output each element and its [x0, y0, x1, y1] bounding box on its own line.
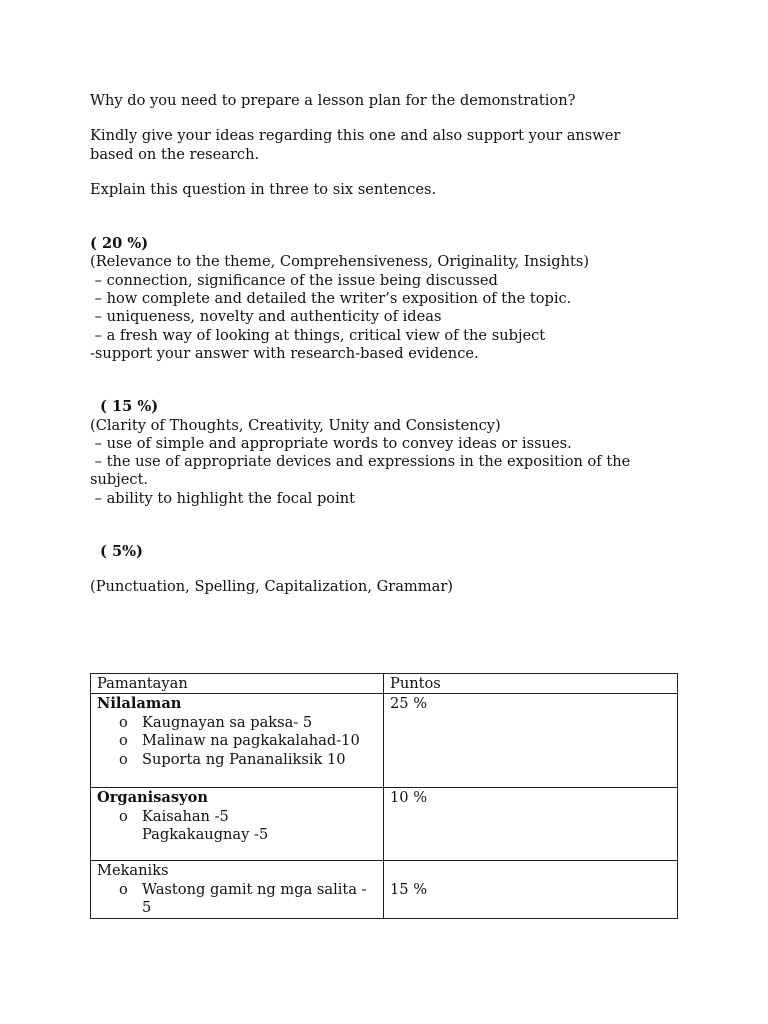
criterion-1-weight: ( 20 %): [90, 235, 149, 253]
list-item-text: Malinaw na pagkakalahad-10: [142, 732, 360, 750]
bullet-marker: o: [119, 807, 128, 825]
criterion-3-line: (Punctuation, Spelling, Capitalization, Grammar): [90, 578, 453, 596]
criterion-1-line: – connection, significance of the issue being discussed: [90, 271, 498, 289]
row-title: Organisasyon: [97, 789, 208, 807]
criterion-2-line: subject.: [90, 471, 149, 489]
criterion-2-line: – use of simple and appropriate words to convey ideas or issues.: [90, 434, 572, 452]
question-text: Why do you need to prepare a lesson plan for the demonstration?: [90, 92, 576, 109]
bullet-marker: o: [119, 713, 128, 731]
criterion-2-line: – the use of appropriate devices and expressions in the exposition of the: [90, 453, 631, 471]
document-body: [90, 92, 690, 597]
explain-instruction: Explain this question in three to six sentences.: [90, 180, 437, 198]
list-item-text: Suporta ng Pananaliksik 10: [142, 750, 346, 768]
bullet-marker: o: [119, 750, 128, 768]
table-row: [91, 694, 678, 788]
table-cell-criteria: [91, 788, 384, 861]
list-item-text: 5: [142, 899, 152, 917]
table-header-cell: Puntos: [384, 674, 678, 694]
list-item: [97, 899, 377, 917]
list-item-text: Pagkakaugnay -5: [142, 826, 269, 844]
list-item-text: Wastong gamit ng mga salita -: [142, 880, 367, 898]
list-item: [97, 808, 377, 826]
list-item: [97, 826, 377, 844]
list-item-text: Kaisahan -5: [142, 807, 229, 825]
list-item: [97, 751, 377, 769]
points-value: 15 %: [390, 880, 428, 898]
row-title: Nilalaman: [97, 695, 182, 713]
table-header-row: [91, 674, 678, 694]
criterion-2-weight: ( 15 %): [100, 398, 159, 416]
criterion-1-line: (Relevance to the theme, Comprehensiveness, Originality, Insights): [90, 253, 590, 271]
table-cell-points: [384, 861, 678, 918]
criterion-1-line: – how complete and detailed the writer’s exposition of the topic.: [90, 290, 572, 308]
row-title: Mekaniks: [97, 862, 169, 880]
table-cell-criteria: [91, 861, 384, 918]
table-row: [91, 861, 678, 918]
criterion-2-line: (Clarity of Thoughts, Creativity, Unity and Consistency): [90, 416, 501, 434]
list-item: [97, 881, 377, 899]
list-item: [97, 714, 377, 732]
table-row: [91, 788, 678, 861]
table-cell-points: 10 %: [384, 788, 678, 861]
rubric-table: [90, 673, 678, 919]
criterion-3-weight: ( 5%): [100, 543, 143, 561]
instruction-text-line2: based on the research.: [90, 145, 260, 163]
list-item: [97, 732, 377, 750]
criterion-1-line: -support your answer with research-based evidence.: [90, 344, 479, 362]
criterion-1-line: – a fresh way of looking at things, critical view of the subject: [90, 326, 546, 344]
table-header-cell: Pamantayan: [91, 674, 384, 694]
criterion-2-line: – ability to highlight the focal point: [90, 489, 356, 507]
bullet-marker: o: [119, 732, 128, 750]
instruction-text-line1: Kindly give your ideas regarding this one and also support your answer: [90, 127, 621, 145]
bullet-marker: o: [119, 880, 128, 898]
table-cell-criteria: [91, 694, 384, 788]
list-item-text: Kaugnayan sa paksa- 5: [142, 713, 313, 731]
table-cell-points: 25 %: [384, 694, 678, 788]
criterion-1-line: – uniqueness, novelty and authenticity of ideas: [90, 308, 442, 326]
